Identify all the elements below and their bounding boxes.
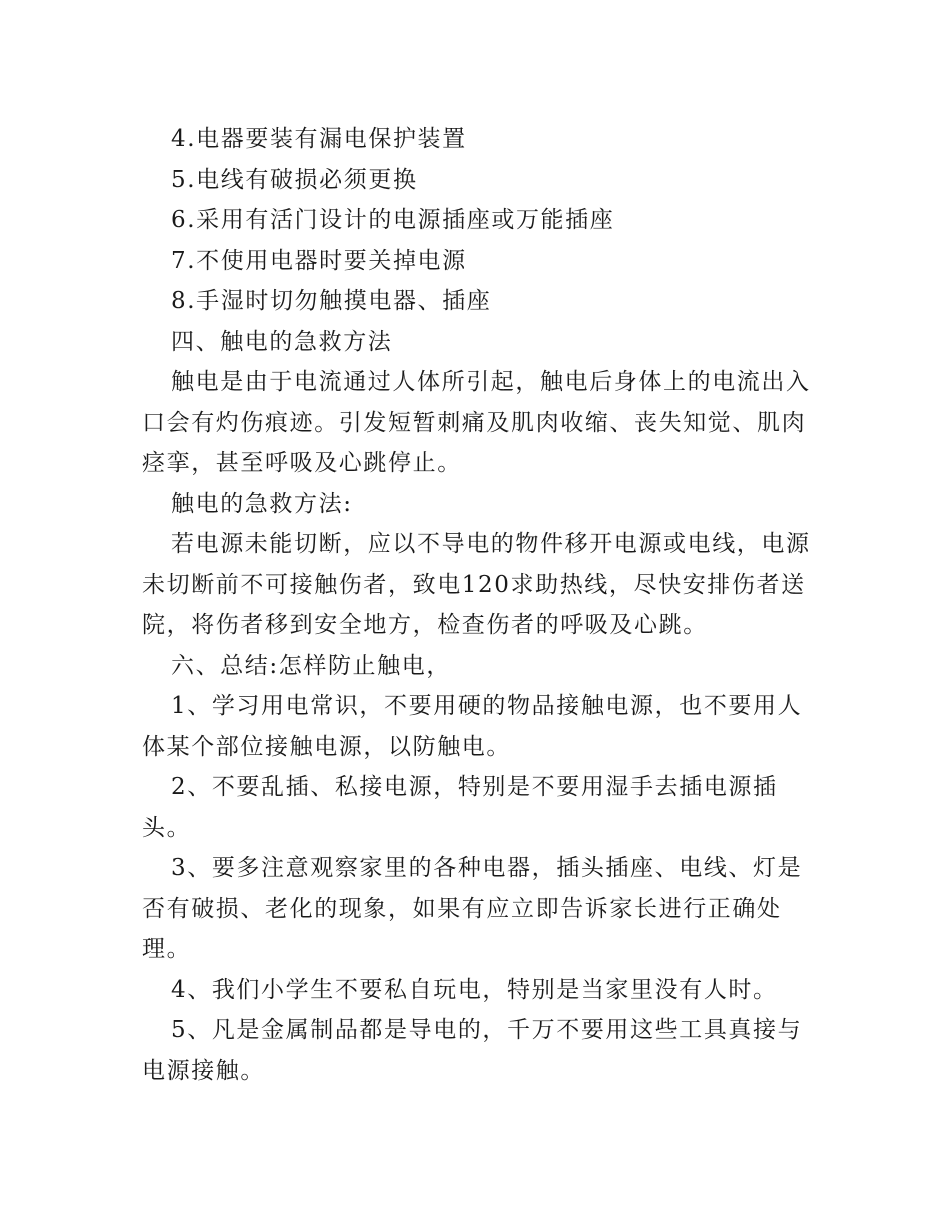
paragraph-item-5: 5.电线有破损必须更换 — [171, 166, 418, 193]
paragraph-first-aid-steps: 若电源未能切断，应以不导电的物件移开电源或电线，电源未切断前不可接触伤者，致电120求助热线，尽快安排伤者送院，将伤者移到安全地方，检查伤者的呼吸及心跳。 — [142, 531, 811, 638]
section-heading-summary: 六、总结:怎样防止触电， — [171, 652, 451, 679]
paragraph-item-6: 6.采用有活门设计的电源插座或万能插座 — [171, 207, 615, 233]
paragraph-electric-shock-description: 触电是由于电流通过人体所引起，触电后身体上的电流出入口会有灼伤痕迹。引发短暂刺痛及肌肉收缩、丧失知觉、肌肉痉挛，甚至呼吸及心跳停止。 — [142, 369, 811, 476]
summary-item-1: 1、学习用电常识，不要用硬的物品接触电源，也不要用人体某个部位接触电源，以防触电。 — [142, 693, 803, 760]
paragraph-item-4: 4.电器要装有漏电保护装置 — [171, 126, 467, 152]
summary-item-5: 5、凡是金属制品都是导电的，千万不要用这些工具真接与电源接触。 — [142, 1017, 803, 1084]
summary-item-2: 2、不要乱插、私接电源，特别是不要用湿手去插电源插头。 — [142, 774, 778, 841]
document-body — [142, 119, 814, 1091]
summary-item-4: 4、我们小学生不要私自玩电，特别是当家里没有人时。 — [171, 976, 778, 1003]
paragraph-first-aid-label: 触电的急救方法: — [171, 490, 353, 517]
paragraph-item-8: 8.手湿时切勿触摸电器、插座 — [171, 288, 492, 314]
section-heading-first-aid: 四、触电的急救方法 — [171, 328, 393, 355]
paragraph-item-7: 7.不使用电器时要关掉电源 — [171, 247, 467, 274]
summary-item-3: 3、要多注意观察家里的各种电器，插头插座、电线、灯是否有破损、老化的现象，如果有应立即告诉家长进行正确处理。 — [142, 855, 803, 962]
